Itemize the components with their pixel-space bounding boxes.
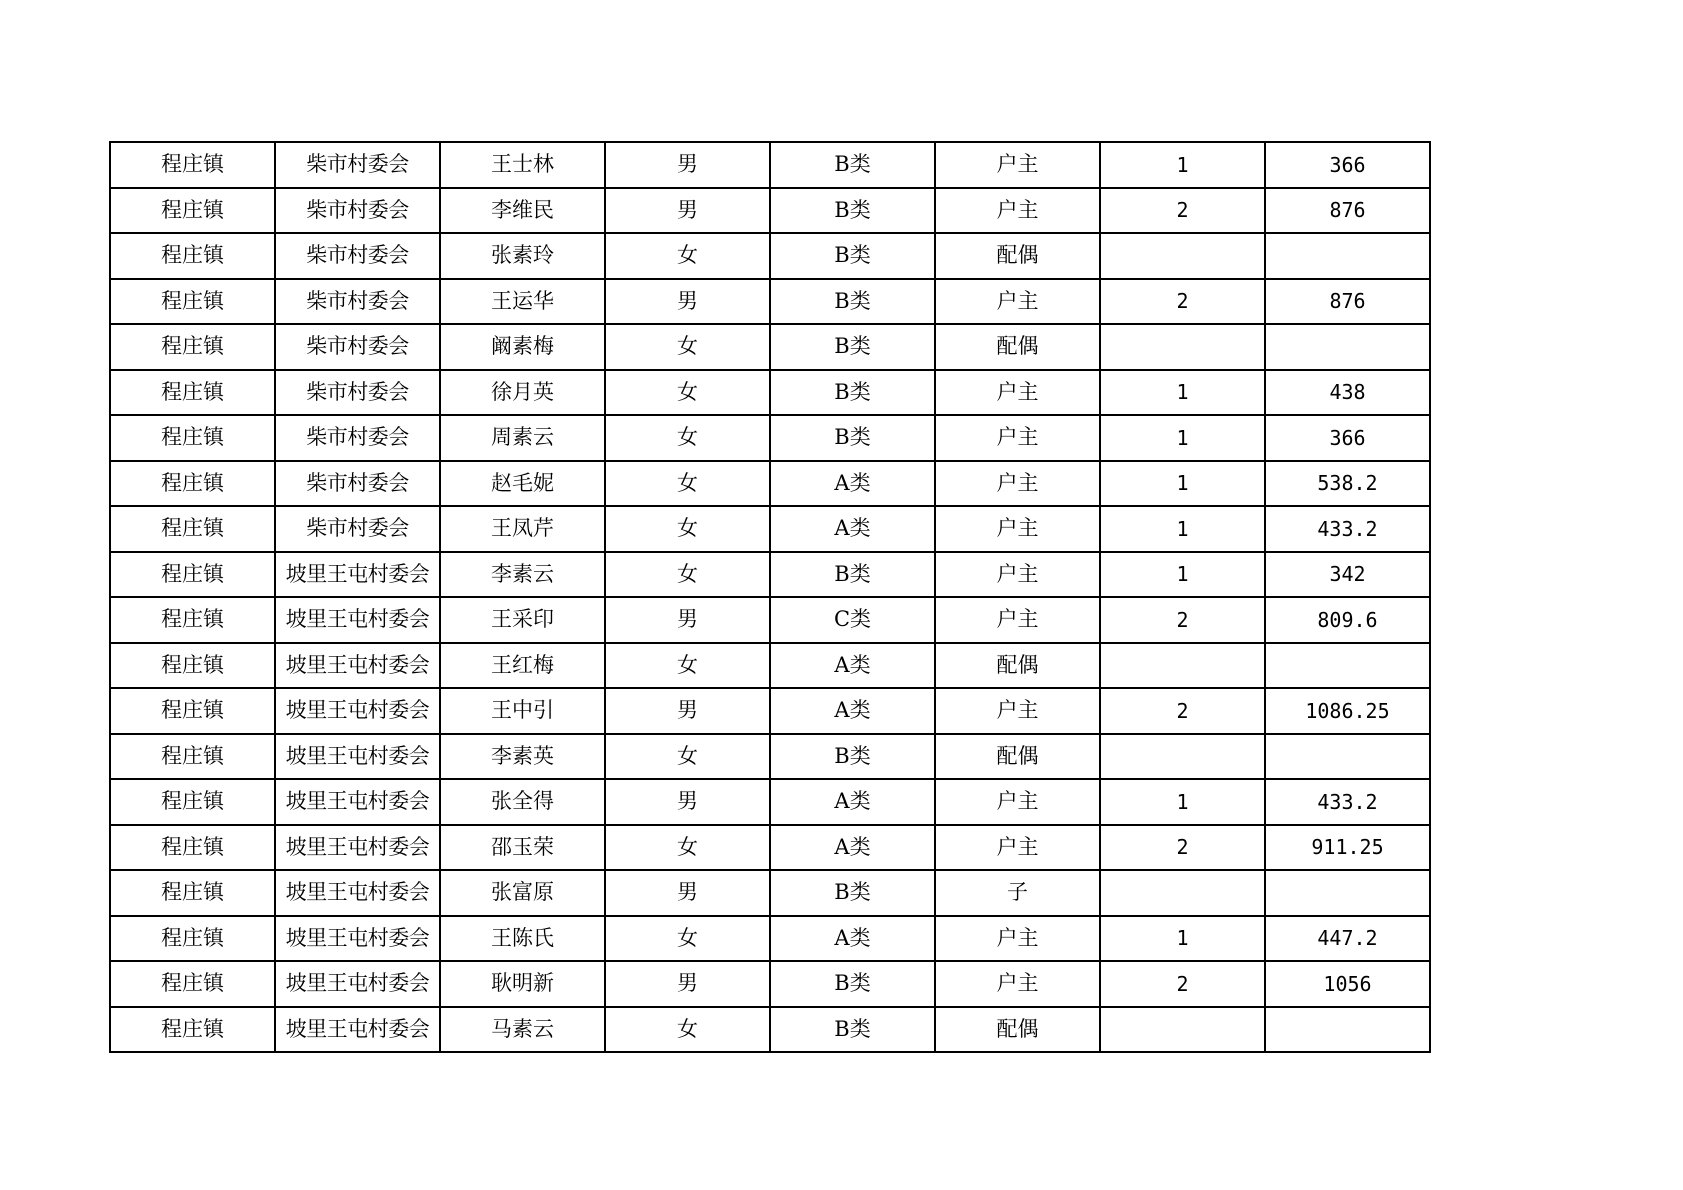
cell-category: A类: [770, 779, 935, 825]
cell-category: B类: [770, 1007, 935, 1053]
cell-town: 程庄镇: [110, 961, 275, 1007]
cell-relation: 户主: [935, 825, 1100, 871]
cell-category: B类: [770, 370, 935, 416]
cell-relation: 户主: [935, 415, 1100, 461]
table-row: [110, 461, 1430, 507]
cell-gender: 男: [605, 142, 770, 188]
cell-count: 1: [1100, 370, 1265, 416]
cell-gender: 女: [605, 506, 770, 552]
cell-count: 2: [1100, 825, 1265, 871]
cell-gender: 男: [605, 688, 770, 734]
cell-gender: 女: [605, 1007, 770, 1053]
table-row: [110, 142, 1430, 188]
cell-gender: 女: [605, 415, 770, 461]
cell-name: 王中引: [440, 688, 605, 734]
cell-gender: 女: [605, 233, 770, 279]
cell-relation: 户主: [935, 597, 1100, 643]
cell-village: 坡里王屯村委会: [275, 1007, 440, 1053]
cell-name: 李素云: [440, 552, 605, 598]
cell-relation: 户主: [935, 916, 1100, 962]
cell-amount: [1265, 233, 1430, 279]
table-row: [110, 370, 1430, 416]
cell-category: A类: [770, 825, 935, 871]
cell-category: A类: [770, 643, 935, 689]
cell-village: 坡里王屯村委会: [275, 688, 440, 734]
cell-town: 程庄镇: [110, 916, 275, 962]
cell-relation: 户主: [935, 961, 1100, 1007]
cell-amount: 447.2: [1265, 916, 1430, 962]
cell-count: [1100, 1007, 1265, 1053]
cell-relation: 户主: [935, 279, 1100, 325]
cell-category: C类: [770, 597, 935, 643]
cell-relation: 户主: [935, 552, 1100, 598]
cell-town: 程庄镇: [110, 188, 275, 234]
cell-category: A类: [770, 688, 935, 734]
cell-amount: [1265, 643, 1430, 689]
table-row: [110, 734, 1430, 780]
cell-name: 王运华: [440, 279, 605, 325]
cell-category: B类: [770, 961, 935, 1007]
cell-amount: 809.6: [1265, 597, 1430, 643]
cell-town: 程庄镇: [110, 688, 275, 734]
cell-amount: 438: [1265, 370, 1430, 416]
cell-gender: 女: [605, 825, 770, 871]
cell-name: 王凤芹: [440, 506, 605, 552]
table-row: [110, 279, 1430, 325]
table-body: [110, 142, 1430, 1052]
cell-amount: 366: [1265, 142, 1430, 188]
cell-town: 程庄镇: [110, 779, 275, 825]
cell-relation: 户主: [935, 506, 1100, 552]
cell-name: 王红梅: [440, 643, 605, 689]
cell-village: 坡里王屯村委会: [275, 916, 440, 962]
cell-count: [1100, 233, 1265, 279]
cell-category: B类: [770, 142, 935, 188]
table-row: [110, 916, 1430, 962]
table-row: [110, 643, 1430, 689]
cell-name: 徐月英: [440, 370, 605, 416]
cell-village: 柴市村委会: [275, 324, 440, 370]
cell-name: 王陈氏: [440, 916, 605, 962]
cell-town: 程庄镇: [110, 825, 275, 871]
cell-name: 张全得: [440, 779, 605, 825]
cell-gender: 女: [605, 643, 770, 689]
cell-village: 坡里王屯村委会: [275, 779, 440, 825]
cell-amount: 366: [1265, 415, 1430, 461]
cell-category: B类: [770, 415, 935, 461]
cell-relation: 子: [935, 870, 1100, 916]
cell-count: [1100, 734, 1265, 780]
cell-town: 程庄镇: [110, 142, 275, 188]
cell-village: 柴市村委会: [275, 461, 440, 507]
table-row: [110, 961, 1430, 1007]
cell-amount: 911.25: [1265, 825, 1430, 871]
cell-town: 程庄镇: [110, 279, 275, 325]
table-row: [110, 324, 1430, 370]
cell-relation: 配偶: [935, 233, 1100, 279]
cell-category: A类: [770, 916, 935, 962]
cell-gender: 男: [605, 870, 770, 916]
cell-relation: 户主: [935, 688, 1100, 734]
cell-relation: 户主: [935, 461, 1100, 507]
cell-gender: 女: [605, 461, 770, 507]
cell-gender: 男: [605, 961, 770, 1007]
cell-relation: 户主: [935, 370, 1100, 416]
cell-town: 程庄镇: [110, 233, 275, 279]
cell-count: 1: [1100, 552, 1265, 598]
cell-village: 柴市村委会: [275, 370, 440, 416]
cell-amount: [1265, 1007, 1430, 1053]
cell-town: 程庄镇: [110, 370, 275, 416]
cell-town: 程庄镇: [110, 643, 275, 689]
cell-amount: 1086.25: [1265, 688, 1430, 734]
cell-amount: 876: [1265, 188, 1430, 234]
cell-village: 坡里王屯村委会: [275, 597, 440, 643]
cell-name: 王采印: [440, 597, 605, 643]
cell-gender: 男: [605, 597, 770, 643]
cell-name: 王士林: [440, 142, 605, 188]
cell-category: B类: [770, 734, 935, 780]
cell-name: 张富原: [440, 870, 605, 916]
cell-amount: 538.2: [1265, 461, 1430, 507]
cell-relation: 户主: [935, 188, 1100, 234]
cell-town: 程庄镇: [110, 415, 275, 461]
cell-village: 坡里王屯村委会: [275, 552, 440, 598]
cell-relation: 配偶: [935, 734, 1100, 780]
cell-town: 程庄镇: [110, 506, 275, 552]
cell-gender: 女: [605, 552, 770, 598]
cell-gender: 男: [605, 779, 770, 825]
cell-name: 阚素梅: [440, 324, 605, 370]
cell-name: 张素玲: [440, 233, 605, 279]
cell-village: 柴市村委会: [275, 142, 440, 188]
cell-village: 坡里王屯村委会: [275, 643, 440, 689]
cell-name: 周素云: [440, 415, 605, 461]
table-row: [110, 870, 1430, 916]
cell-village: 坡里王屯村委会: [275, 870, 440, 916]
cell-relation: 配偶: [935, 643, 1100, 689]
cell-count: 2: [1100, 961, 1265, 1007]
cell-category: B类: [770, 552, 935, 598]
cell-town: 程庄镇: [110, 461, 275, 507]
cell-count: [1100, 324, 1265, 370]
cell-relation: 配偶: [935, 324, 1100, 370]
cell-amount: [1265, 734, 1430, 780]
cell-amount: [1265, 324, 1430, 370]
table-row: [110, 688, 1430, 734]
cell-count: 1: [1100, 916, 1265, 962]
cell-count: 2: [1100, 597, 1265, 643]
cell-town: 程庄镇: [110, 597, 275, 643]
cell-count: 1: [1100, 461, 1265, 507]
cell-town: 程庄镇: [110, 324, 275, 370]
cell-gender: 女: [605, 324, 770, 370]
cell-count: 1: [1100, 142, 1265, 188]
cell-gender: 男: [605, 188, 770, 234]
cell-amount: 433.2: [1265, 506, 1430, 552]
cell-category: B类: [770, 233, 935, 279]
cell-category: A类: [770, 506, 935, 552]
cell-relation: 配偶: [935, 1007, 1100, 1053]
cell-name: 赵毛妮: [440, 461, 605, 507]
cell-name: 邵玉荣: [440, 825, 605, 871]
table-row: [110, 597, 1430, 643]
cell-gender: 女: [605, 916, 770, 962]
cell-count: 1: [1100, 779, 1265, 825]
cell-name: 马素云: [440, 1007, 605, 1053]
cell-village: 坡里王屯村委会: [275, 734, 440, 780]
cell-name: 李素英: [440, 734, 605, 780]
table-row: [110, 1007, 1430, 1053]
cell-village: 柴市村委会: [275, 188, 440, 234]
cell-gender: 女: [605, 370, 770, 416]
cell-category: B类: [770, 188, 935, 234]
cell-amount: 1056: [1265, 961, 1430, 1007]
table-row: [110, 779, 1430, 825]
table-row: [110, 233, 1430, 279]
cell-relation: 户主: [935, 779, 1100, 825]
table-row: [110, 506, 1430, 552]
table-row: [110, 825, 1430, 871]
cell-village: 柴市村委会: [275, 415, 440, 461]
cell-category: B类: [770, 870, 935, 916]
data-table: [109, 141, 1431, 1053]
cell-count: 1: [1100, 415, 1265, 461]
cell-count: [1100, 870, 1265, 916]
cell-amount: [1265, 870, 1430, 916]
cell-relation: 户主: [935, 142, 1100, 188]
cell-count: 2: [1100, 279, 1265, 325]
cell-count: 1: [1100, 506, 1265, 552]
cell-count: 2: [1100, 688, 1265, 734]
cell-town: 程庄镇: [110, 870, 275, 916]
cell-amount: 433.2: [1265, 779, 1430, 825]
table-row: [110, 552, 1430, 598]
table-row: [110, 415, 1430, 461]
cell-category: B类: [770, 324, 935, 370]
table-row: [110, 188, 1430, 234]
cell-count: 2: [1100, 188, 1265, 234]
cell-name: 耿明新: [440, 961, 605, 1007]
cell-name: 李维民: [440, 188, 605, 234]
cell-town: 程庄镇: [110, 734, 275, 780]
cell-count: [1100, 643, 1265, 689]
cell-category: B类: [770, 279, 935, 325]
cell-town: 程庄镇: [110, 552, 275, 598]
cell-town: 程庄镇: [110, 1007, 275, 1053]
cell-gender: 女: [605, 734, 770, 780]
cell-amount: 876: [1265, 279, 1430, 325]
cell-category: A类: [770, 461, 935, 507]
cell-village: 柴市村委会: [275, 279, 440, 325]
cell-village: 坡里王屯村委会: [275, 961, 440, 1007]
cell-gender: 男: [605, 279, 770, 325]
cell-village: 柴市村委会: [275, 233, 440, 279]
cell-amount: 342: [1265, 552, 1430, 598]
cell-village: 柴市村委会: [275, 506, 440, 552]
cell-village: 坡里王屯村委会: [275, 825, 440, 871]
